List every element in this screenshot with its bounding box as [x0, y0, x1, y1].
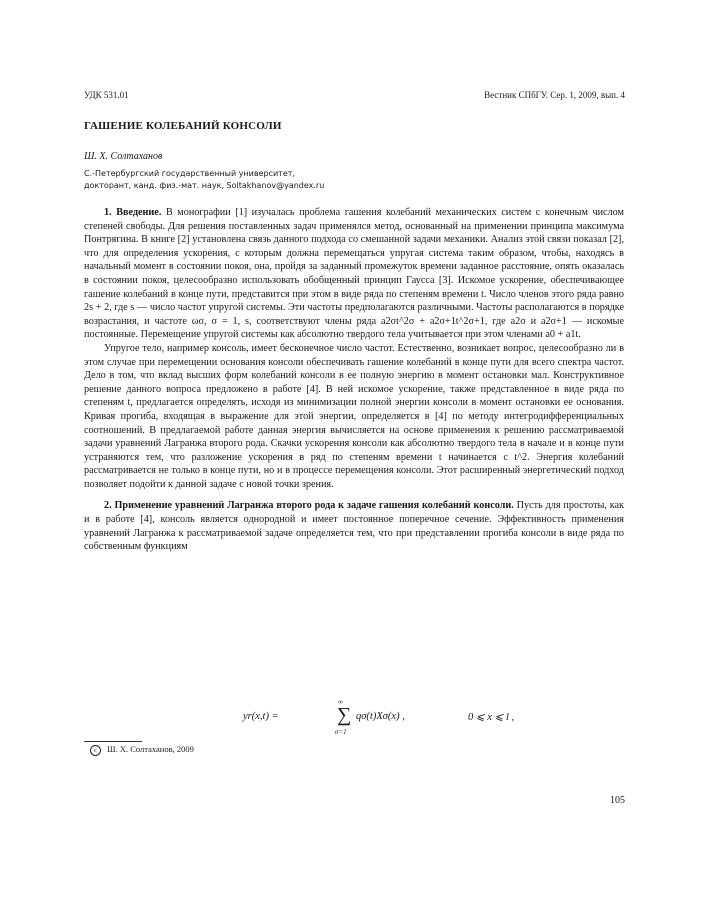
intro-paragraph-2: Упругое тело, например консоль, имеет бесконечное число частот. Естественно, возникает вопрос, целесообразно ли в этом случае при перемещении основания консоли обеспечивать гашение колебаний в конце пути для всего спектра частот. Дело в том, что вклад высших форм колебаний консоли в ее полную энергию в момент остановки мал. Конструктивное решение данного вопроса предложено в работе [4]. В ней искомое ускорение, также представленное в виде ряда по степеням t, предлагается определять, исходя из минимизации полной энергии консоли в момент остановки ее основания. Кривая прогиба, входящая в выражение для этой энергии, определяется в [4] по методу интегродифференциальных соотношений. В предлагаемой работе данная энергия вычисляется на основе применения к решению рассматриваемой задачи уравнений Лагранжа второго рода. Скачки ускорения консоли как абсолютно твердого тела в начале и в конце пути устраняются тем, что разложение ускорения в ряд по степеням времени t начинается с t^2. Энергия колебаний рассматривается не только в конце пути, но и в процессе перемещения консоли. Этот расширенный энергетический подход позволяет подойти к данной задаче с новой точки зрения.: [84, 342, 624, 490]
formula-condition: 0 ⩽ x ⩽ l ,: [468, 712, 515, 723]
sum-upper-limit: ∞: [338, 698, 343, 706]
formula-lhs: yr(x,t) =: [243, 711, 279, 722]
udc-code: УДК 531.01: [84, 90, 129, 100]
section-2-paragraph: [84, 499, 624, 553]
affiliation-line-2: докторант, канд. физ.-мат. наук, Soltakhanov@yandex.ru: [84, 180, 325, 190]
sum-sign: ∑: [337, 704, 352, 726]
sum-lower-limit: σ=1: [335, 728, 347, 736]
copyright-text: Ш. Х. Солтаханов, 2009: [107, 744, 194, 754]
intro-paragraph-1: [84, 206, 624, 342]
intro-paragraph-1-text: В монографии [1] изучалась проблема гашения колебаний механических систем с конечным числом степеней свободы. Для решения поставленных задач применялся метод, основанный на применении принципа максимума Понтрягина. В книге [2] установлена связь данного подхода со смешанной задачи механики. Анализ этой связи показал [2], что для определения ускорения, с которым должна перемещаться упругая система таким образом, чтобы, находясь в начальный момент в состоянии покоя, она, пройдя за заданный промежуток времени заданное расстояние, опять оказалась в состоянии покоя, целесообразно использовать обобщенный принцип Гаусса [3]. Искомое ускорение, обеспечивающее гашение колебаний в конце пути, представится при этом в виде ряда по степеням времени t. Число членов этого ряда равно 2s + 2, где s — число частот упругой системы. Эти частоты предполагаются различными. Частоты располагаются в порядке возрастания, и частоте ωσ, σ = 1, s, соответствуют члены ряда a2σt^2σ + a2σ+1t^2σ+1, где a2σ и a2σ+1 — искомые постоянные. Перемещение упругой системы как абсолютно твердого тела учитывается при этом членами a0 + a1t.: [84, 207, 625, 341]
paper-title: ГАШЕНИЕ КОЛЕБАНИЙ КОНСОЛИ: [84, 120, 282, 132]
footnote-rule: [84, 741, 142, 742]
affiliation: [84, 168, 324, 191]
page-number: 105: [610, 795, 625, 806]
copyright-icon: c: [90, 745, 101, 756]
deflection-series-formula: [84, 700, 624, 744]
journal-reference: Вестник СПбГУ. Сер. 1, 2009, вып. 4: [484, 90, 625, 100]
formula-rhs: qσ(t)Xσ(x) ,: [356, 711, 405, 722]
section-1-heading: 1. Введение.: [104, 207, 162, 218]
section-2-heading: 2. Применение уравнений Лагранжа второго рода к задаче гашения колебаний консоли.: [104, 500, 514, 512]
affiliation-line-1: С.-Петербургский государственный университет,: [84, 169, 295, 178]
author-name: Ш. Х. Солтаханов: [84, 151, 163, 162]
section-2-paragraph-text: Пусть для простоты, как и в работе [4], консоль является однородной и имеет постоянное поперечное сечение. Эффективность применения уравнений Лагранжа к рассматриваемой задаче определяется тем, что при представлении прогиба консоли в виде ряда по собственным функциям: [84, 500, 625, 553]
copyright-footnote: [90, 744, 194, 756]
paper-body: [84, 206, 624, 554]
